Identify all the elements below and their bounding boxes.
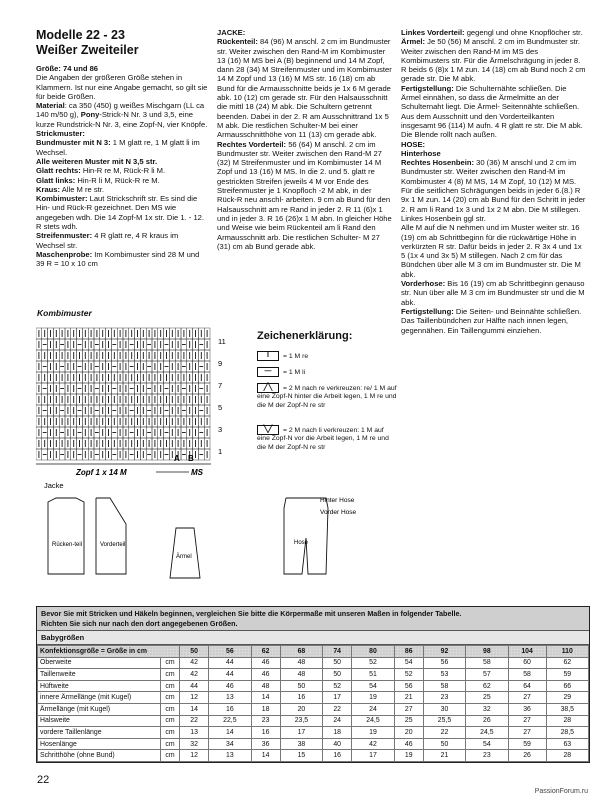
table-cell: 58 — [423, 680, 465, 692]
table-cell: 50 — [323, 669, 352, 681]
table-cell: 58 — [508, 669, 546, 681]
alle-m-para: Alle M auf die N nehmen und im Muster weiter str. 16 (19) cm ab Schrittbeginn für die rückwärtige Höhe in verkürzten R str. Dafür beids in jeder 2. R 3x 4 und 1x 5 (1x 4 und 3x 5) M stillegen. Nach 2 cm für das Bündchen über alle M 3 cm im Bundmuster str. Die M abk. — [401, 223, 582, 279]
row-label: Hosenlänge — [38, 738, 161, 750]
row-unit: cm — [161, 738, 180, 750]
table-cell: 50 — [323, 657, 352, 669]
table-cell: 24 — [352, 703, 394, 715]
table-row — [38, 715, 589, 727]
legend-item-cross-left: ╲╱ = 2 M nach li verkreuzen: 1 M auf eine Zopf-N vor die Arbeit legen, 1 M re und die M der Zopf-N re str — [257, 426, 389, 451]
row-unit: cm — [161, 692, 180, 704]
table-row — [38, 703, 589, 715]
row-label: vordere Taillenlänge — [38, 727, 161, 739]
hinter-heading: Hinterhose — [401, 148, 441, 158]
size-grid — [37, 645, 589, 762]
table-cell: 63 — [546, 738, 588, 750]
kombi-para: Kombimuster: Laut Strickschrift str. Es sind die Hin- und Rück-R gezeichnet. Den MS wie angegeben wdh. Die 14 Zopf-M 1x str. Die 1. - 12. R stets wdh. — [36, 194, 204, 232]
size-cell: 92 — [423, 646, 465, 658]
table-cell: 27 — [508, 692, 546, 704]
column-1 — [36, 28, 208, 269]
table-cell: 52 — [394, 669, 423, 681]
size-cell: 104 — [508, 646, 546, 658]
mark-b: B — [188, 454, 194, 463]
cross-right-icon: ╱╲ — [257, 383, 279, 393]
table-cell: 48 — [280, 657, 322, 669]
table-cell: 30 — [423, 703, 465, 715]
row-unit: cm — [161, 669, 180, 681]
table-cell: 52 — [323, 680, 352, 692]
table-cell: 48 — [251, 680, 280, 692]
table-row — [38, 692, 589, 704]
table-cell: 17 — [280, 727, 322, 739]
table-cell: 28 — [546, 715, 588, 727]
table-cell: 62 — [546, 657, 588, 669]
table-cell: 23 — [466, 750, 508, 762]
table-cell: 46 — [251, 669, 280, 681]
row-label-3: 3 — [218, 425, 223, 434]
table-cell: 27 — [508, 727, 546, 739]
table-cell: 22 — [423, 727, 465, 739]
vorderhose-para: Vorderhose: Bis 16 (19) cm ab Schrittbeginn genauso str. Nun über alle M 3 cm im Bundmuster str und die M abk. — [401, 279, 585, 307]
row-unit: cm — [161, 703, 180, 715]
table-group-label: Babygrößen — [37, 631, 589, 645]
row-label: Hüftweite — [38, 680, 161, 692]
hosen-para: Rechtes Hosenbein: 30 (36) M anschl und 2 cm im Bundmuster str. Weiter zwischen den Rand-M im Kombimuster 4 (8) M MS, 14 M Zopf, 10 (12) M MS. Für die seitlichen Schrägungen beids in jeder 6.(8.) R 9x 1 M zun. 14 (20) cm ab Bund für den Schritt in jeder 2. R am li Rand 1x 3 und 1x 2 M abn. Die M stillegen. Linkes Hosenbein ggl str. — [401, 158, 586, 223]
fertig2-para: Fertigstellung: Die Seiten- und Beinnähte schließen. Das Taillenbündchen zur Hälfte nach innen legen, gegennähen. Ein Taillengummi einziehen. — [401, 306, 582, 335]
links-para: Linkes Vorderteil: gegengl und ohne Knopflöcher str. — [401, 28, 583, 37]
cross-left-icon: ╲╱ — [257, 425, 279, 435]
back-piece-outline — [48, 498, 84, 574]
table-cell: 16 — [251, 727, 280, 739]
table-cell: 23 — [423, 692, 465, 704]
sleeve-outline — [170, 528, 200, 578]
table-cell: 21 — [423, 750, 465, 762]
table-cell: 12 — [180, 750, 209, 762]
size-cell: 110 — [546, 646, 588, 658]
table-cell: 18 — [251, 703, 280, 715]
page-subtitle: Weißer Zweiteiler — [36, 43, 139, 57]
mark-a: A — [174, 454, 180, 463]
table-cell: 13 — [209, 750, 251, 762]
table-cell: 22,5 — [209, 715, 251, 727]
row-label: innere Ärmellänge (mit Kugel) — [38, 692, 161, 704]
table-cell: 46 — [394, 738, 423, 750]
table-cell: 20 — [280, 703, 322, 715]
table-cell: 42 — [352, 738, 394, 750]
maschen-para: Maschenprobe: Im Kombimuster sind 28 M und 39 R = 10 x 10 cm — [36, 249, 200, 269]
table-cell: 32 — [180, 738, 209, 750]
row-label-1: 1 — [218, 447, 223, 456]
table-cell: 17 — [323, 692, 352, 704]
table-cell: 29 — [546, 692, 588, 704]
strick-label: Strickmuster: — [36, 129, 85, 139]
vorderteil-label: Vorderteil — [100, 542, 126, 548]
table-cell: 14 — [251, 692, 280, 704]
table-cell: 38 — [280, 738, 322, 750]
table-cell: 19 — [352, 692, 394, 704]
table-cell: 66 — [546, 680, 588, 692]
table-cell: 16 — [209, 703, 251, 715]
table-row — [38, 680, 589, 692]
streifen-para: Streifenmuster: 4 R glatt re, 4 R kraus im Wechsel str. — [36, 231, 179, 250]
table-cell: 28,5 — [546, 727, 588, 739]
table-cell: 16 — [280, 692, 322, 704]
table-cell: 46 — [209, 680, 251, 692]
table-cell: 46 — [251, 657, 280, 669]
table-cell: 54 — [394, 657, 423, 669]
table-cell: 32 — [466, 703, 508, 715]
size-cell: 50 — [180, 646, 209, 658]
row-label: Schritthöhe (ohne Bund) — [38, 750, 161, 762]
table-cell: 44 — [209, 657, 251, 669]
size-cell: 68 — [280, 646, 322, 658]
glatt-re-para: Glatt rechts: Hin-R re M, Rück-R li M. — [36, 166, 166, 176]
table-cell: 23 — [251, 715, 280, 727]
aermel-para: Ärmel: Je 50 (56) M anschl. 2 cm im Bundmuster str. Weiter zwischen den Rand-M im MS des Kombimusters str. Für die Ärmelschrägung in jeder 8. R beids 6 (8)x 1 M zun. 14 (18) cm ab Bund noch 2 cm gerade str. Die M abk. — [401, 37, 586, 84]
row-label: Taillenweite — [38, 669, 161, 681]
table-row — [38, 727, 589, 739]
table-cell: 42 — [180, 669, 209, 681]
table-cell: 36 — [508, 703, 546, 715]
ruecken-para: Rückenteil: 84 (96) M anschl. 2 cm im Bundmuster str. Weiter zwischen den Rand-M im Kombimuster 13 (16) M MS bei A (B) beginnend und 14 M Zopf, dann 28 (34) M Streifenmuster und im Kombimuster 14 M Zopf und 13 (16) M MS str. 16 (18) cm ab Bund für die Armausschnitte beids je 1x 6 M gerade abk. 10 (12) cm gerade str. Für den Halsausschnitt die mittl 18 (24) M abk. Die Schultern getrennt beenden. Dabei in der 2. R am Ausschnittrand 1x 5 M abk. Die restlichen Schulter-M bei einer Armausschnitthöhe von 11 (13) cm gerade abk. — [217, 37, 392, 140]
zopf-label: Zopf 1 x 14 M — [76, 468, 127, 477]
table-header: Bevor Sie mit Stricken und Häkeln beginnen, vergleichen Sie bitte die Körpermaße mit unseren Maßen in folgender Tabelle. Richten Sie sich nur nach den dort angegebenen Größen. — [37, 607, 589, 631]
table-cell: 13 — [180, 727, 209, 739]
symbol-li-icon: — — [257, 367, 279, 377]
page-title: Modelle 22 - 23 — [36, 28, 125, 42]
row-label-5: 5 — [218, 403, 223, 412]
table-cell: 21 — [394, 692, 423, 704]
table-cell: 24,5 — [352, 715, 394, 727]
footer-watermark: PassionForum.ru — [534, 788, 588, 795]
table-cell: 25 — [394, 715, 423, 727]
glatt-li-para: Glatt links: Hin-R li M, Rück-R re M. — [36, 175, 160, 185]
row-unit: cm — [161, 727, 180, 739]
size-cell: 86 — [394, 646, 423, 658]
table-row — [38, 750, 589, 762]
size-cell: 80 — [352, 646, 394, 658]
row-label: Ärmellänge (mit Kugel) — [38, 703, 161, 715]
column-3 — [401, 28, 586, 335]
table-cell: 42 — [180, 657, 209, 669]
table-cell: 56 — [423, 657, 465, 669]
table-cell: 24 — [323, 715, 352, 727]
table-row — [38, 657, 589, 669]
table-cell: 14 — [209, 727, 251, 739]
table-cell: 28 — [546, 750, 588, 762]
symbol-re-icon: I — [257, 351, 279, 361]
size-row-label: Konfektionsgröße = Größe in cm — [38, 646, 180, 658]
table-cell: 53 — [423, 669, 465, 681]
jacke-label: Jacke — [44, 481, 64, 490]
ms-label: MS — [191, 468, 203, 477]
chart-title: Kombimuster — [37, 308, 92, 318]
table-cell: 14 — [180, 703, 209, 715]
jacke-heading: JACKE: — [217, 28, 246, 37]
material-para: Material: ca 350 (450) g weißes Mischgarn (LL ca 140 m/50 g), Pony-Strick-N Nr. 3 und 3,5, eine kurze Rundstrick-N Nr. 3, eine Zopf-N, vier Knöpfe. — [36, 101, 208, 129]
size-cell: 74 — [323, 646, 352, 658]
table-cell: 24,5 — [466, 727, 508, 739]
table-cell: 19 — [394, 750, 423, 762]
legend-item-cross-right: ╱╲ = 2 M nach re verkreuzen: re/ 1 M auf eine Zopf-N hinter die Arbeit legen, 1 M re und die M der Zopf-N re str — [257, 384, 397, 409]
front-piece-outline — [96, 498, 126, 574]
table-cell: 59 — [508, 738, 546, 750]
table-cell: 34 — [209, 738, 251, 750]
table-cell: 36 — [251, 738, 280, 750]
table-cell: 59 — [546, 669, 588, 681]
row-unit: cm — [161, 715, 180, 727]
column-2 — [217, 28, 392, 251]
alle-label: Alle weiteren Muster mit N 3,5 str. — [36, 156, 158, 166]
schematic-diagrams — [36, 478, 366, 602]
table-cell: 13 — [209, 692, 251, 704]
legend-item-li: — = 1 M li — [257, 367, 397, 377]
bund-para: Bundmuster mit N 3: 1 M glatt re, 1 M glatt li im Wechsel. — [36, 138, 200, 157]
knitting-chart — [36, 318, 248, 478]
table-cell: 12 — [180, 692, 209, 704]
hose-label: Hose — [294, 540, 309, 546]
table-cell: 26 — [508, 750, 546, 762]
table-cell: 16 — [323, 750, 352, 762]
table-cell: 22 — [323, 703, 352, 715]
table-cell: 26 — [466, 715, 508, 727]
row-unit: cm — [161, 750, 180, 762]
table-cell: 64 — [508, 680, 546, 692]
size-cell: 56 — [209, 646, 251, 658]
table-cell: 14 — [251, 750, 280, 762]
page-number: 22 — [37, 774, 50, 786]
row-label-9: 9 — [218, 359, 223, 368]
table-cell: 50 — [280, 680, 322, 692]
table-cell: 27 — [508, 715, 546, 727]
size-cell: 62 — [251, 646, 280, 658]
fertig-para: Fertigstellung: Die Schulternähte schließen. Die Ärmel einnähen, so dass die Ärmelmitte an der Schulternaht liegt. Die Ärmel- Seitennähte schließen. Aus dem Ausschnitt und den Vorderteilkanten insgesamt 96 (114) M aufn. 4 R glatt re str. Die M abk. Die Blende rollt nach außen. — [401, 83, 583, 140]
row-label: Oberweite — [38, 657, 161, 669]
hose-heading: HOSE: — [401, 139, 426, 149]
table-cell: 60 — [508, 657, 546, 669]
table-cell: 54 — [466, 738, 508, 750]
vorder-para: Rechtes Vorderteil: 56 (64) M anschl. 2 cm im Bundmuster str. Weiter zwischen den Rand-M 27 (32) M Streifenmuster und im Kombimuster 14 M Zopf und 13 (16) M MS. In die 2. und 5. glatt re gestrickten Streifen jeweils 4 M vor Ende des Streifenmuster je 1 Knopfloch -2 M abk, in der Rück-R neu anschl- arbeiten. 9 cm ab Bund für den Halsausschnitt am re Rand in jeder 2. R 11 (6)x 1 und in jeder 3. R 16 (26)x 1 M abn. In gleicher Höhe und Weise wie beim Rückenteil am li Rand den Armausschnitt arb. Die restlichen Schulter- M 27 (31) cm ab Bund gerade abk. — [217, 139, 392, 251]
sizes-label: Größe: 74 und 86 — [36, 64, 99, 73]
hose-title-1: Hinter Hose — [320, 497, 355, 504]
table-cell: 57 — [466, 669, 508, 681]
size-row — [38, 646, 589, 658]
table-cell: 50 — [423, 738, 465, 750]
ruecken-label: Rücken-teil — [52, 542, 83, 548]
table-cell: 22 — [180, 715, 209, 727]
hose-title-2: Vorder Hose — [320, 509, 357, 516]
table-cell: 15 — [280, 750, 322, 762]
legend-item-re: I = 1 M re — [257, 351, 397, 361]
table-cell: 19 — [352, 727, 394, 739]
table-cell: 48 — [280, 669, 322, 681]
table-cell: 44 — [209, 669, 251, 681]
table-cell: 23,5 — [280, 715, 322, 727]
table-cell: 17 — [352, 750, 394, 762]
table-cell: 18 — [323, 727, 352, 739]
row-unit: cm — [161, 657, 180, 669]
table-cell: 38,5 — [546, 703, 588, 715]
row-label-7: 7 — [218, 381, 223, 390]
table-cell: 54 — [352, 680, 394, 692]
size-table — [36, 606, 590, 763]
table-cell: 25 — [466, 692, 508, 704]
table-cell: 25,5 — [423, 715, 465, 727]
aermel-label: Ärmel — [176, 554, 192, 560]
table-cell: 58 — [466, 657, 508, 669]
row-label-11: 11 — [218, 337, 226, 346]
table-cell: 20 — [394, 727, 423, 739]
table-cell: 40 — [323, 738, 352, 750]
table-row — [38, 738, 589, 750]
row-label: Halsweite — [38, 715, 161, 727]
table-cell: 51 — [352, 669, 394, 681]
table-cell: 52 — [352, 657, 394, 669]
legend-title: Zeichenerklärung: — [257, 330, 353, 342]
table-row — [38, 669, 589, 681]
table-cell: 62 — [466, 680, 508, 692]
table-cell: 56 — [394, 680, 423, 692]
size-cell: 98 — [466, 646, 508, 658]
row-unit: cm — [161, 680, 180, 692]
sizes-text: Die Angaben der größeren Größe stehen in Klammern. Ist nur eine Angabe gemacht, so gilt sie für beide Größen. — [36, 73, 208, 101]
table-cell: 44 — [180, 680, 209, 692]
table-cell: 27 — [394, 703, 423, 715]
kraus-para: Kraus: Alle M re str. — [36, 184, 104, 194]
